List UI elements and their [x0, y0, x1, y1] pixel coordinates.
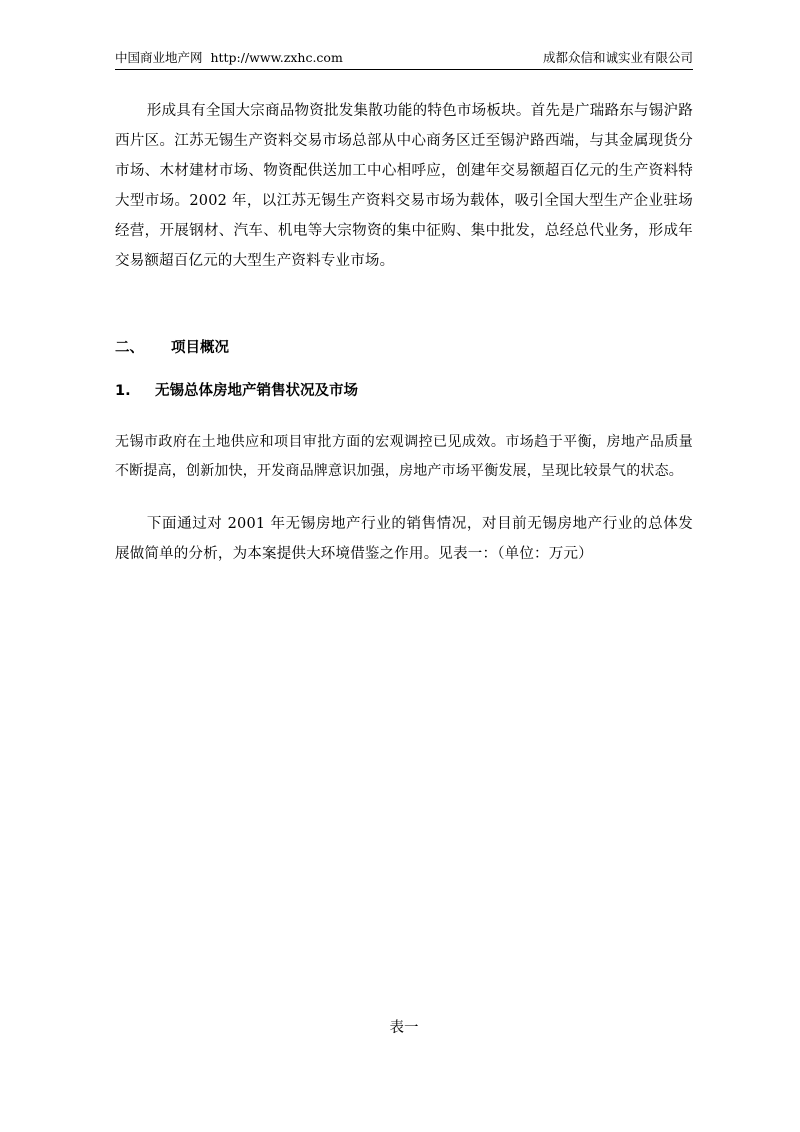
subsection-heading-1	[115, 377, 693, 406]
header-right-text: 成都众信和诚实业有限公司	[542, 50, 693, 65]
heading-row	[115, 334, 693, 363]
header-left-text: 中国商业地产网 http://www.zxhc.com	[115, 50, 343, 65]
subheading-title: 无锡总体房地产销售状况及市场	[155, 383, 358, 399]
section-heading-2	[115, 334, 693, 363]
document-body	[115, 96, 693, 569]
subheading-number: 1.	[115, 383, 131, 399]
paragraph-market-board: 形成具有全国大宗商品物资批发集散功能的特色市场板块。首先是广瑞路东与锡沪路西片区。江苏无锡生产资料交易市场总部从中心商务区迁至锡沪路西端，与其金属现货分市场、木材建材市场、物资配供送加工中心相呼应，创建年交易额超百亿元的生产资料特大型市场。2002 年，以江苏无锡生产资料交易市场为载体，吸引全国大型生产企业驻场经营，开展钢材、汽车、机电等大宗物资的集中征购、集中批发，总经总代业务，形成年交易额超百亿元的大型生产资料专业市场。	[115, 103, 693, 269]
paragraph-table-intro: 下面通过对 2001 年无锡房地产行业的销售情况，对目前无锡房地产行业的总体发展做简单的分析，为本案提供大环境借鉴之作用。见表一：（单位：万元）	[115, 515, 693, 562]
page-header	[115, 50, 693, 70]
subheading-row	[115, 377, 693, 406]
heading-number: 二、	[115, 340, 144, 356]
table-caption: 表一	[389, 1020, 419, 1036]
paragraph-macro-control: 无锡市政府在土地供应和项目审批方面的宏观调控已见成效。市场趋于平衡，房地产品质量不断提高，创新加快，开发商品牌意识加强，房地产市场平衡发展，呈现比较景气的状态。	[115, 434, 693, 480]
page-content	[115, 50, 693, 1036]
heading-title: 项目概况	[171, 340, 229, 356]
